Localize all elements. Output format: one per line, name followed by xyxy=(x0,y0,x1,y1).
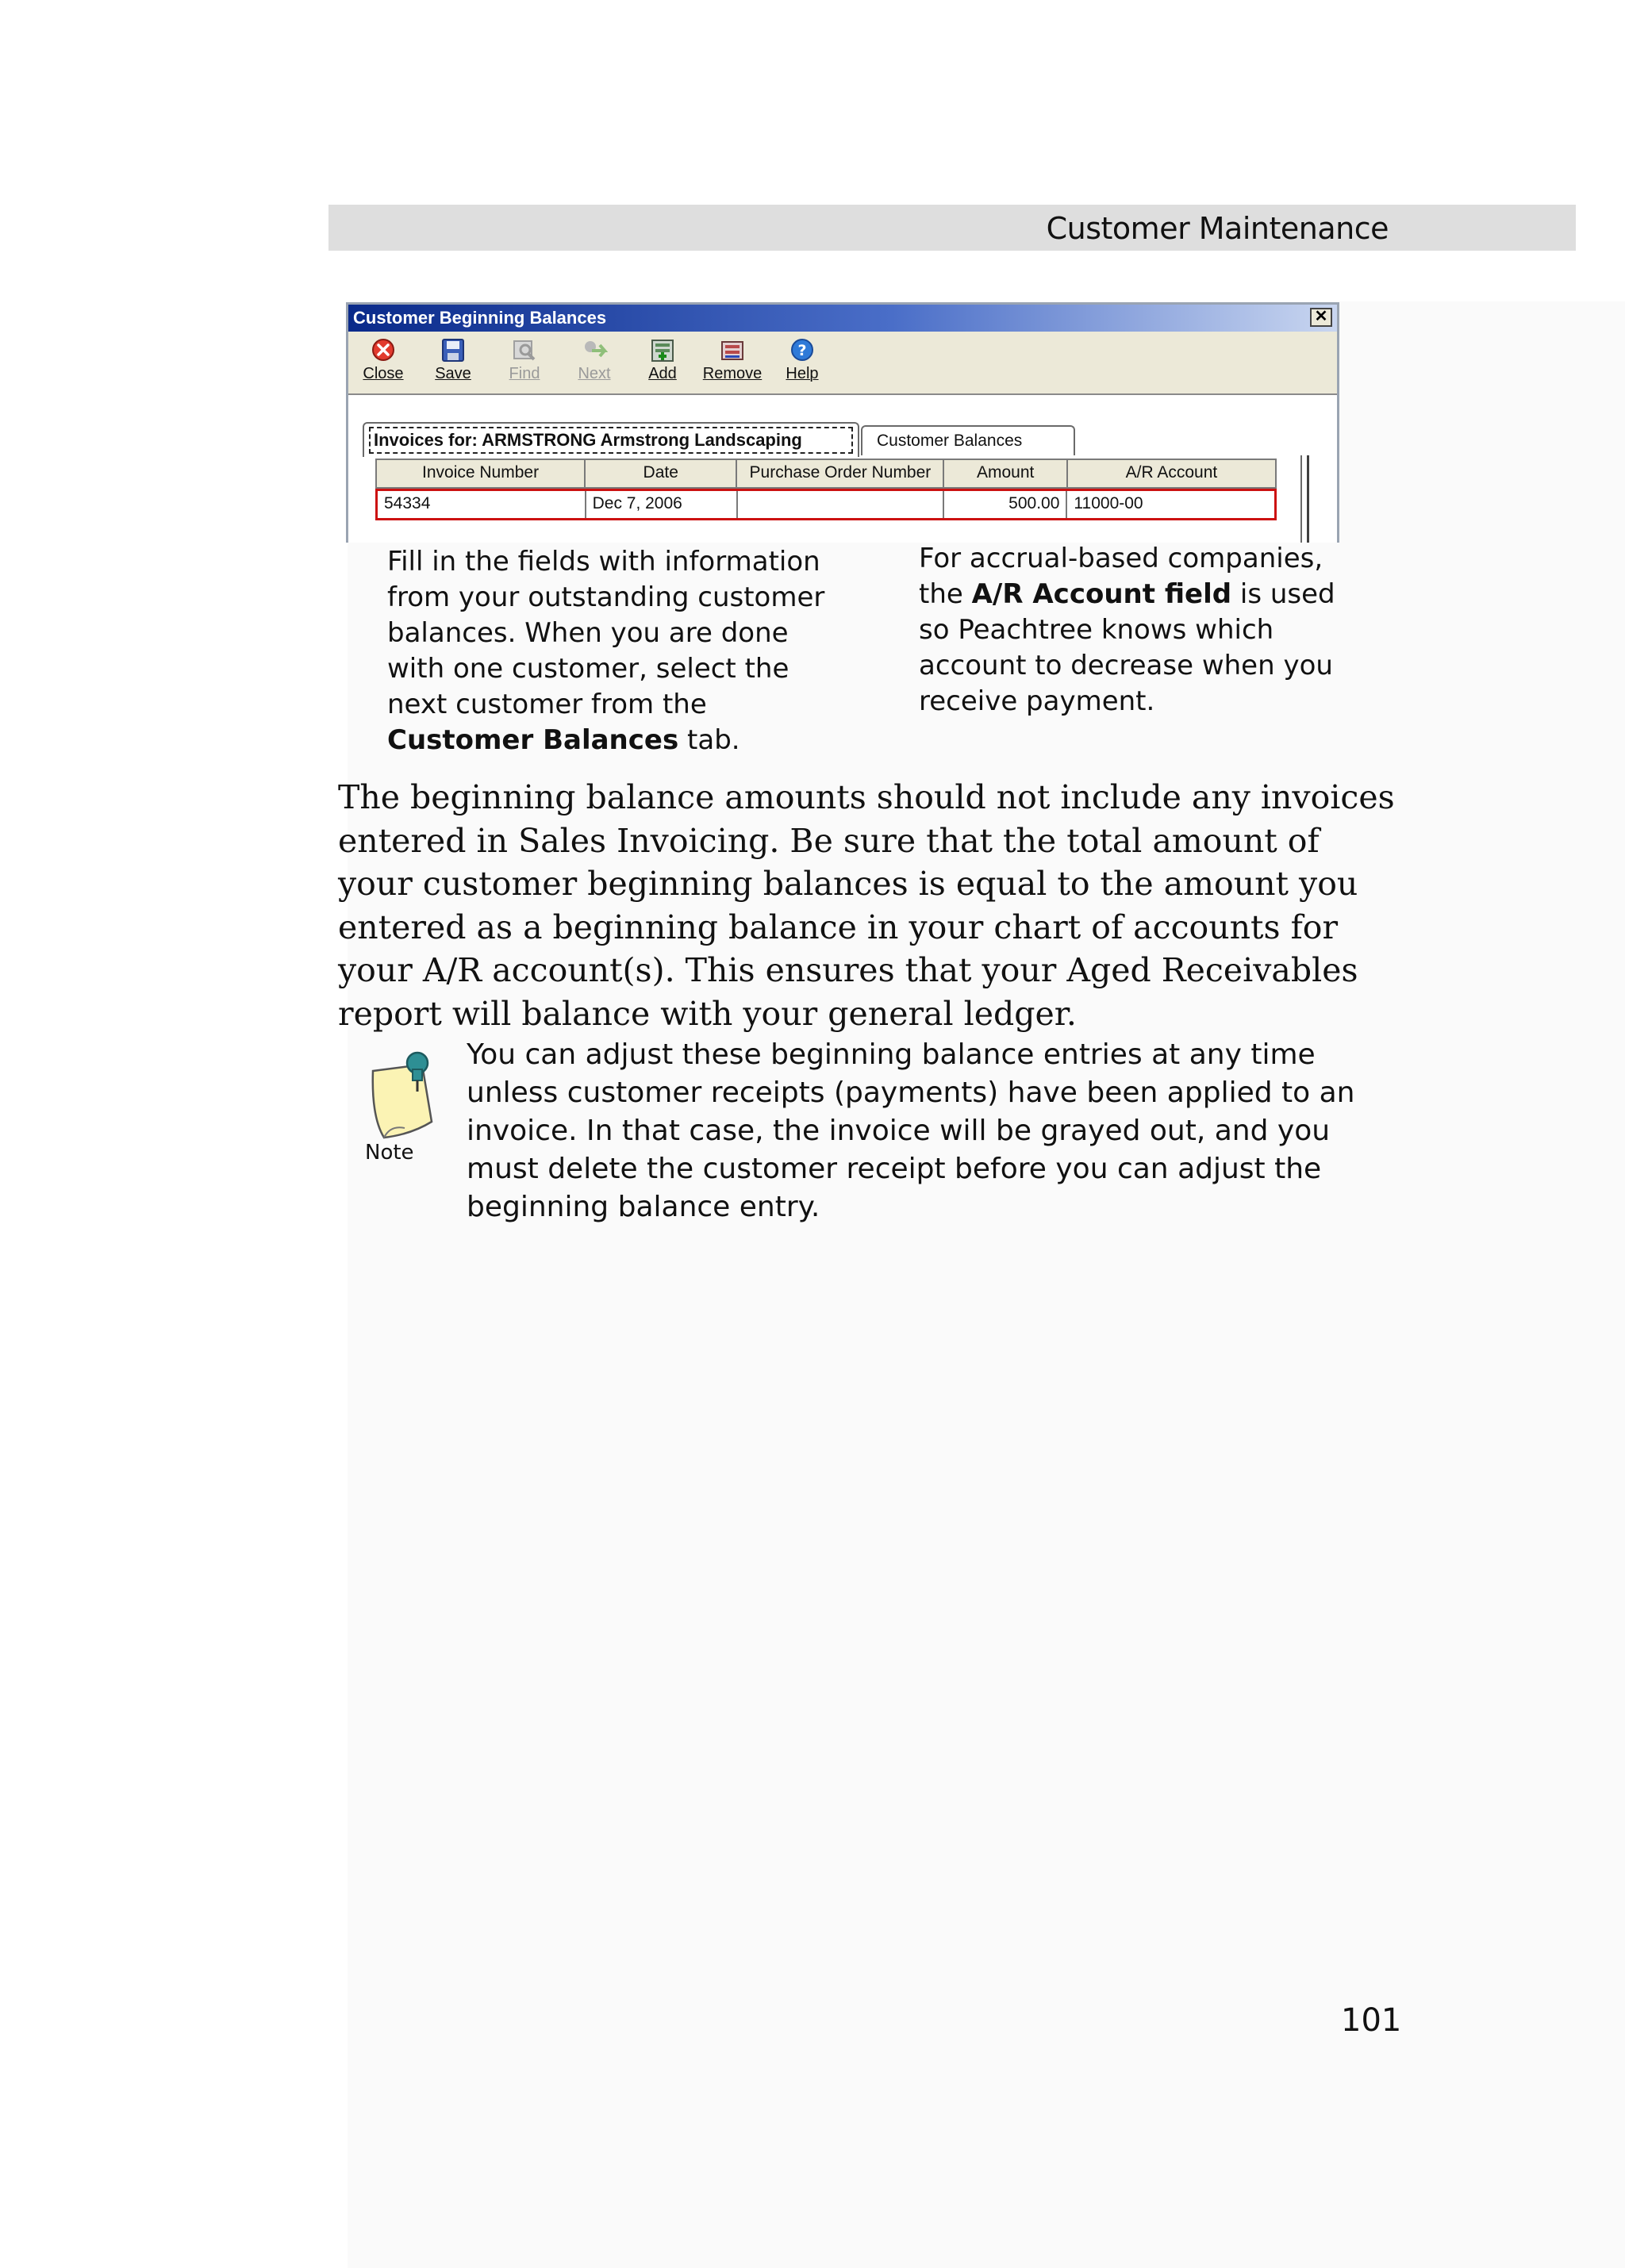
save-button[interactable] xyxy=(421,338,485,383)
tab-invoices-label: Invoices for: ARMSTRONG Armstrong Landscaping xyxy=(369,427,853,454)
next-button[interactable] xyxy=(563,338,626,383)
callout-right-pre: For accrual-based companies, the xyxy=(919,543,1323,610)
help-icon xyxy=(789,338,816,363)
invoice-number-field[interactable]: 54334 xyxy=(378,491,586,518)
page-number: 101 xyxy=(1341,2002,1402,2039)
note-text: You can adjust these beginning balance entries at any time unless customer receipts (payments) have been applied to an invoice. In that case, the invoice will be grayed out, and you must delete the customer receipt before you can adjust the beginning balance entry. xyxy=(467,1038,1355,1223)
invoice-grid xyxy=(375,459,1277,520)
column-header-amount[interactable]: Amount xyxy=(944,460,1067,487)
toolbar xyxy=(348,332,1337,395)
running-header xyxy=(328,205,1576,251)
find-button-label: Find xyxy=(509,365,540,382)
po-number-field[interactable] xyxy=(738,491,945,518)
find-button[interactable] xyxy=(493,338,556,383)
note-label: Note xyxy=(365,1141,414,1165)
grid-header-row xyxy=(375,459,1277,489)
help-button[interactable] xyxy=(770,338,834,383)
amount-field[interactable]: 500.00 xyxy=(944,491,1067,518)
close-button-label: Close xyxy=(363,365,404,382)
customer-beginning-balances-window xyxy=(346,302,1339,543)
add-button-label: Add xyxy=(648,365,677,382)
callout-left-text: Fill in the fields with information from your outstanding customer balances. When you are done with one customer, select the next customer from the xyxy=(387,546,825,720)
column-header-date[interactable]: Date xyxy=(586,460,737,487)
running-header-title: Customer Maintenance xyxy=(1046,211,1389,246)
help-button-label: Help xyxy=(786,365,819,382)
window-close-icon[interactable]: ✕ xyxy=(1310,308,1332,327)
table-row xyxy=(375,489,1277,520)
remove-button-label: Remove xyxy=(702,365,763,382)
window-titlebar xyxy=(348,305,1337,332)
callout-right-post: is used so Peachtree knows which account to decrease when you receive payment. xyxy=(919,578,1335,717)
next-icon xyxy=(581,338,608,363)
window-title: Customer Beginning Balances xyxy=(353,308,607,328)
column-header-ar-account[interactable]: A/R Account xyxy=(1125,463,1218,482)
callout-fill-fields xyxy=(387,544,832,758)
callout-left-tail: tab. xyxy=(678,724,740,756)
close-icon xyxy=(370,338,397,363)
ar-account-field[interactable]: 11000-00 xyxy=(1074,494,1143,512)
tab-panel-edge xyxy=(1300,455,1309,543)
callout-right-bold: A/R Account field xyxy=(971,578,1232,610)
find-icon xyxy=(511,338,538,363)
callout-ar-account xyxy=(919,541,1363,720)
column-header-invoice-number[interactable]: Invoice Number xyxy=(377,460,586,487)
tab-invoices[interactable] xyxy=(363,422,859,457)
svg-text:?: ? xyxy=(797,342,807,359)
callout-left-bold: Customer Balances xyxy=(387,724,679,756)
add-button[interactable] xyxy=(631,338,694,383)
remove-button[interactable] xyxy=(701,338,764,383)
body-paragraph: The beginning balance amounts should not include any invoices entered in Sales Invoicing. Be sure that the total amount of your customer beginning balances is equal to the amount you entered as a beginning balance in your chart of accounts for your A/R account(s). This ensures that your Aged Receivables report will balance with your general ledger. xyxy=(338,778,1395,1033)
save-icon xyxy=(440,338,467,363)
add-icon xyxy=(649,338,676,363)
save-button-label: Save xyxy=(435,365,471,382)
date-field[interactable]: Dec 7, 2006 xyxy=(586,491,738,518)
remove-icon xyxy=(719,338,746,363)
window-content xyxy=(348,395,1337,543)
column-header-po-number[interactable]: Purchase Order Number xyxy=(737,460,944,487)
close-button[interactable] xyxy=(352,338,415,383)
tab-customer-balances[interactable]: Customer Balances xyxy=(861,425,1075,455)
next-button-label: Next xyxy=(578,365,611,382)
